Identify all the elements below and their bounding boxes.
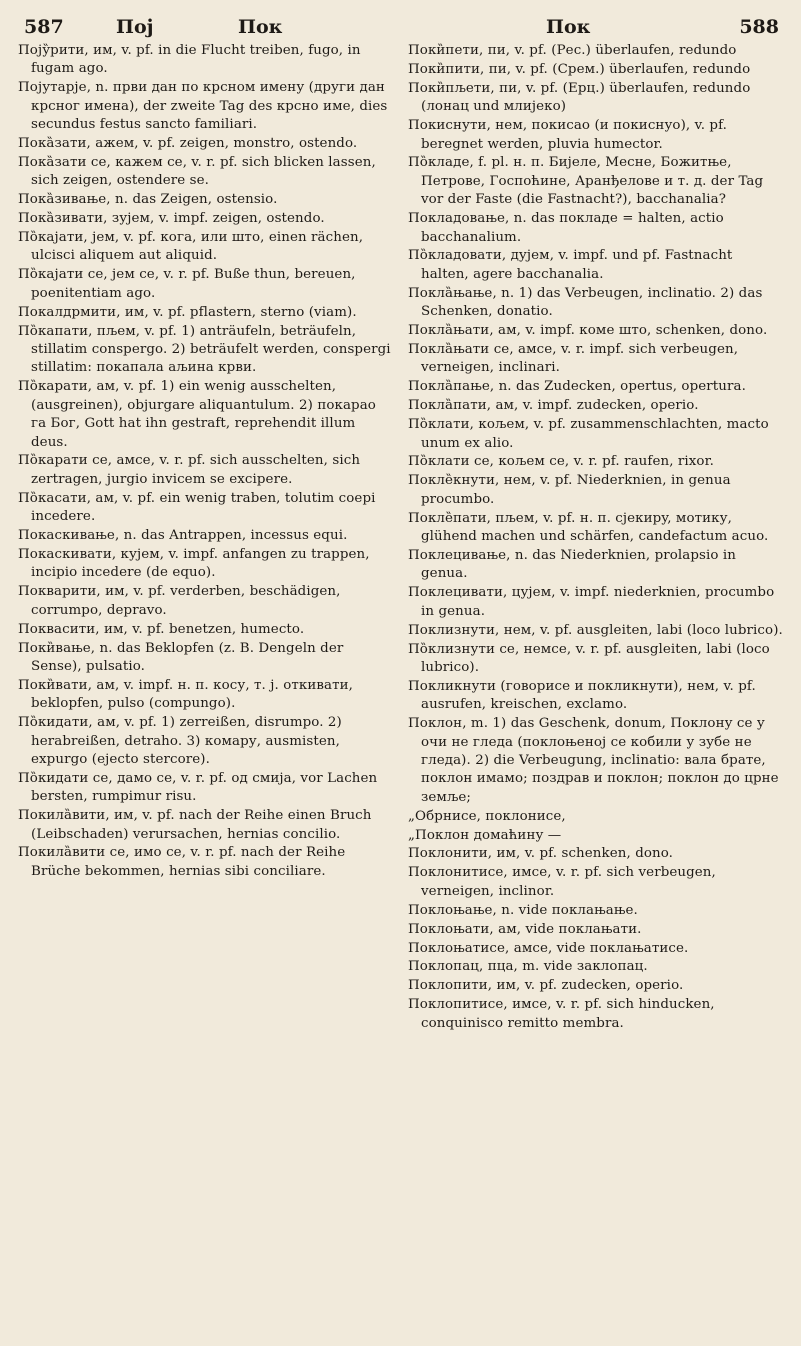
dictionary-entry: Пока̏зати, ажем, v. pf. zeigen, monstro, ostendo. [18, 136, 358, 152]
dictionary-entry: Поки̏пити, пи, v. pf. (Срем.) überlaufen, redundo [408, 61, 751, 77]
guide-word-3: Пок [546, 16, 591, 38]
dictionary-entry: Поклопац, пца, m. vide заклопац. [408, 959, 648, 975]
dictionary-entry: Покаскивање, n. das Antrappen, incessus equi. [18, 528, 348, 544]
right-column [408, 42, 784, 1034]
dictionary-entry: Поклопити, им, v. pf. zudecken, operio. [408, 978, 684, 994]
dictionary-entry: По̏клизнути се, немсе, v. r. pf. ausgleiten, labi (loco lubrico). [408, 641, 770, 675]
dictionary-entry: Поклецивати, цуjем, v. impf. niederknien, procumbo in genua. [408, 585, 775, 619]
dictionary-entry: Поклизнути, нем, v. pf. ausgleiten, labi (loco lubrico). [408, 622, 783, 638]
dictionary-entry: По̏кладе, f. pl. н. п. Биjеле, Месне, Божитње, Петрове, Госпоћине, Аранђелове и т. д. der Tag vor der Faste (die Fastnacht?), bacchanalia? [408, 155, 764, 208]
dictionary-entry: По̏кидати се, дамо се, v. r. pf. од смиjа, vor Lachen bersten, rumpimur risu. [18, 770, 378, 805]
dictionary-entry: Поклопитисе, имсе, v. r. pf. sich hinducken, conquinisco remitto membra. [408, 997, 715, 1031]
dictionary-entry: Покила̏вити се, имо се, v. r. pf. nach der Reihe Brüche bekommen, hernias sibi conciliare. [18, 845, 346, 879]
dictionary-entry: Поклонити, им, v. pf. schenken, dono. [408, 846, 674, 862]
dictionary-entry: По̏каjати се, jем се, v. r. pf. Buße thun, bereuen, poenitentiam ago. [18, 267, 356, 301]
dictionary-entry: Покла̏њање, n. 1) das Verbeugen, inclinatio. 2) das Schenken, donatio. [408, 285, 763, 320]
dictionary-entry: Поjутарjе, n. први дан по крсном имену (други дан крсног имена), der zweite Tag des крсно име, dies secundus festus sancto familiari. [18, 80, 388, 133]
dictionary-entry: Поки̏вање, n. das Beklopfen (z. B. Dengeln der Sense), pulsatio. [18, 640, 344, 674]
dictionary-entry: Покла̏пање, n. das Zudecken, opertus, opertura. [408, 379, 746, 395]
dictionary-entry: Поки̏пљети, пи, v. pf. (Ерц.) überlaufen, redundo (лонац und млиjеко) [408, 80, 751, 115]
dictionary-entry: Поклецивање, n. das Niederknien, prolapsio in genua. [408, 547, 737, 582]
dictionary-entry: Поклон, m. 1) das Geschenk, donum, Поклону се у очи не гледа (поклоњеној се кобили у зубе не гледа). 2) die Verbeugung, inclinatio: вала брате, поклон имамо; поздрав и поклон; поклон до црне земље; [408, 716, 779, 805]
dictionary-entry: Покле̏пати, пљем, v. pf. н. п. cjeкиpy, мотику, glühend machen und schärfen, candefactum acuo. [408, 510, 769, 545]
dictionary-entry: Покла̏њати се, амсе, v. r. impf. sich verbeugen, verneigen, inclinari. [408, 342, 739, 376]
dictionary-entry: По̏кидати, ам, v. pf. 1) zerreißen, disrumpo. 2) herabreißen, detraho. 3) комару, ausmisten, expurgo (ejecto stercore). [18, 715, 342, 767]
page-number-right: 588 [739, 16, 779, 38]
left-column [18, 42, 394, 1034]
dictionary-entry: Пока̏зивање, n. das Zeigen, ostensio. [18, 192, 278, 208]
dictionary-entry: „Обрнисе, поклонисе, [408, 808, 566, 824]
dictionary-entry: Покила̏вити, им, v. pf. nach der Reihe einen Bruch (Leibschaden) verursachen, hernias concilio. [18, 808, 372, 842]
dictionary-entry: Покле̏кнути, нем, v. pf. Niederknien, in genua procumbo. [408, 473, 731, 507]
dictionary-entry: По̏кладовати, дуjем, v. impf. und pf. Fastnacht halten, agere bacchanalia. [408, 248, 733, 282]
dictionary-entry: Поjу̏рити, им, v. pf. in die Flucht treiben, fugo, in fugam ago. [18, 43, 361, 77]
page-number-left: 587 [24, 16, 64, 38]
dictionary-entry: По̏карати, ам, v. pf. 1) ein wenig ausschelten, (ausgreinen), objurgare aliquantulum. 2) покарао га Бог, Gott hat ihn gestraft, reprehendit illum deus. [18, 379, 376, 450]
guide-word-1: Поj [116, 16, 154, 38]
dictionary-entry: Пока̏зати се, кажем се, v. r. pf. sich blicken lassen, sich zeigen, ostendere se. [18, 154, 376, 189]
dictionary-entry: Поквасити, им, v. pf. benetzen, humecto. [18, 621, 305, 637]
dictionary-entry: Покладовање, n. das покладе = halten, actio bacchanalium. [408, 211, 724, 245]
dictionary-entry: Покаскивати, куjем, v. impf. anfangen zu trappen, incipio incedere (de equo). [18, 546, 370, 581]
dictionary-entry: По̏карати се, амсе, v. r. pf. sich ausschelten, sich zertragen, jurgio invicem se excipere. [18, 453, 361, 487]
guide-word-2: Пок [238, 16, 283, 38]
dictionary-entry: По̏клати, кољем, v. pf. zusammenschlachten, macto unum ex alio. [408, 417, 769, 451]
dictionary-entry: Поклонитисе, имсе, v. r. pf. sich verbeugen, verneigen, inclinor. [408, 865, 716, 899]
page-header [18, 10, 785, 42]
dictionary-entry: По̏касати, ам, v. pf. ein wenig traben, tolutim coepi incedere. [18, 490, 376, 525]
dictionary-entry: По̏капати, пљем, v. pf. 1) anträufeln, beträufeln, stillatim conspergo. 2) beträufelt werden, conspergi stillatim: покапала аљина крви. [18, 323, 391, 376]
dictionary-entry: Покиснути, нем, покисао (и покиснуо), v. pf. beregnet werden, pluvia humector. [408, 118, 728, 152]
dictionary-entry: Пока̏зивати, зуjем, v. impf. zeigen, ostendo. [18, 211, 325, 227]
dictionary-entry: Покла̏њати, ам, v. impf. коме што, schenken, dono. [408, 323, 768, 339]
dictionary-entry: Поки̏вати, ам, v. impf. н. п. косу, т. j. откивати, beklopfen, pulso (compungo). [18, 677, 354, 712]
dictionary-entry: По̏каjати, jем, v. pf. кога, или што, einen rächen, ulcisci aliquem aut aliquid. [18, 230, 364, 264]
dictionary-entry: Покалдрмити, им, v. pf. pflastern, sterno (viam). [18, 304, 357, 320]
dictionary-entry: Покла̏пати, ам, v. impf. zudecken, operio. [408, 398, 699, 414]
dictionary-entry: Покварити, им, v. pf. verderben, beschädigen, corrumpo, depravo. [18, 584, 341, 618]
dictionary-entry: Поклоњати, ам, vide поклањати. [408, 921, 642, 937]
dictionary-entry: Поклоњатисе, амсе, vide поклањатисе. [408, 940, 689, 956]
dictionary-entry: Поклоњање, n. vide поклањање. [408, 902, 638, 918]
dictionary-entry: „Поклон домаћину — [408, 827, 562, 843]
dictionary-entry: Покликнути (говорисе и покликнути), нем, v. pf. ausrufen, kreischen, exclamo. [408, 678, 756, 713]
dictionary-entry: Поки̏пети, пи, v. pf. (Рес.) überlaufen, redundo [408, 43, 737, 58]
dictionary-entry: По̏клати се, кољем се, v. r. pf. raufen, rixor. [408, 454, 714, 470]
